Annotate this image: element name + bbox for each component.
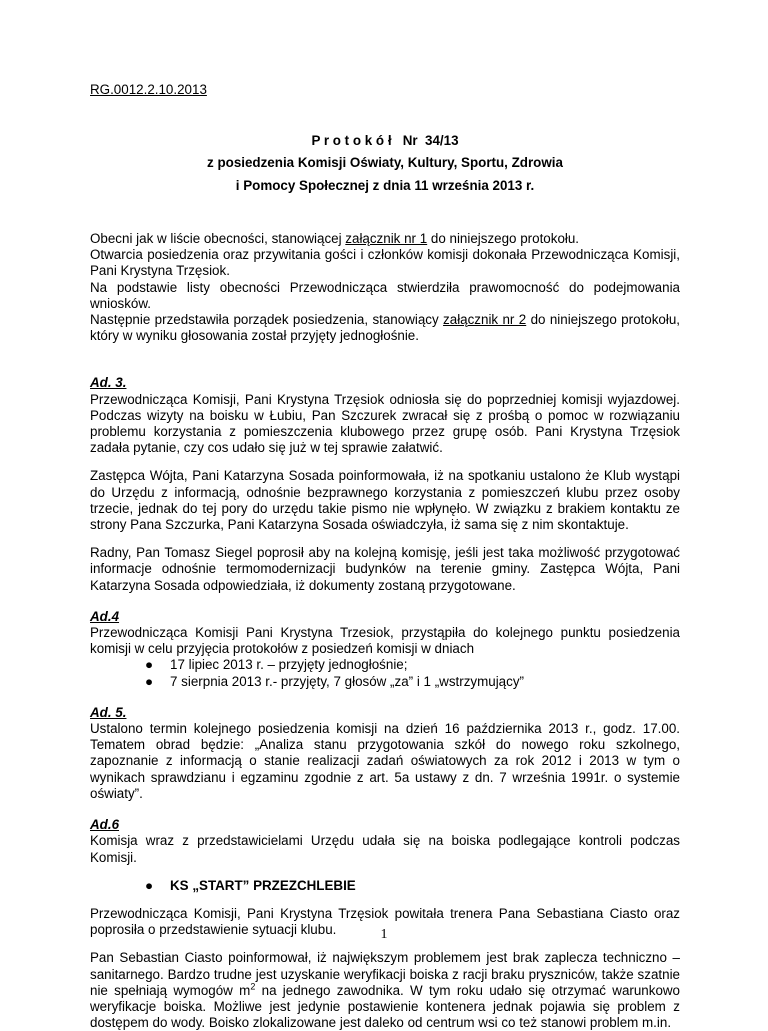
attachment-2-reference: załącznik nr 2: [443, 312, 527, 328]
document-body: [90, 231, 680, 1031]
ad3-paragraph-1: Przewodnicząca Komisji, Pani Krystyna Trzęsiok odniosła się do poprzedniej komisji wyjazdowej. Podczas wizyty na boisku w Łubiu, Pan Szczurek zwracał się z prośbą o pomoc w rozwiązaniu problemu korzystania z pomieszczenia klubowego przez grupę osób. Pani Krystyna Trzęsiok zadała pytanie, czy cos udało się już w tej sprawie załatwić.: [90, 391, 680, 456]
list-item-text: 7 sierpnia 2013 r.- przyjęty, 7 głosów „za” i 1 „wstrzymujący”: [170, 673, 524, 689]
superscript: 2: [250, 981, 256, 992]
attachment-1-reference: załącznik nr 1: [345, 231, 428, 246]
ad6-paragraph-1: Komisja wraz z przedstawicielami Urzędu udała się na boiska podlegające kontroli podczas Komisji.: [90, 833, 680, 865]
club-heading: [90, 878, 680, 894]
page-number: 1: [380, 927, 388, 942]
ad6-heading: Ad.6: [90, 817, 120, 833]
document-reference: RG.0012.2.10.2013: [90, 82, 207, 97]
ad5-heading: Ad. 5.: [90, 704, 127, 720]
ad3-paragraph-2: Zastępca Wójta, Pani Katarzyna Sosada poinformowała, iż na spotkaniu ustalono że Klub wystąpi do Urzędu z informacją, odnośnie bezprawnego korzystania z pomieszczeń klubu przez osoby trzecie, jednak do tej pory do urzędu takie pismo nie wpłynęło. W związku z brakiem kontaktu ze strony Pana Szczurka, Pani Katarzyna Sosada oświadczyła, iż sama się z nim skontaktuje.: [90, 468, 680, 533]
club-name: KS „START” PRZEZCHLEBIE: [170, 877, 356, 893]
document-subtitle-line1: z posiedzenia Komisji Oświaty, Kultury, Sportu, Zdrowia: [207, 155, 563, 170]
document-subtitle-line2: i Pomocy Społecznej z dnia 11 września 2013 r.: [235, 178, 535, 193]
list-item-text: 17 lipiec 2013 r. – przyjęty jednogłośnie;: [170, 657, 408, 673]
bullet-icon: ●: [145, 673, 154, 689]
attendance-paragraph: [90, 231, 680, 247]
list-item: [90, 657, 680, 673]
list-item: [90, 674, 680, 690]
agenda-paragraph: [90, 312, 680, 344]
ad4-paragraph: Przewodnicząca Komisji Pani Krystyna Trzesiok, przystąpiła do kolejnego punktu posiedzenia komisji w celu przyjęcia protokołów z posiedzeń komisji w dniach: [90, 625, 680, 657]
ad6-paragraph-3: [90, 950, 680, 1031]
ad6-paragraph-3-text: Pan Sebastian Ciasto poinformował, iż największym problemem jest brak zaplecza techniczno – sanitarnego. Bardzo trudne jest uzyskanie weryfikacji boiska z racji braku pryszniców, także szatnie nie spełniają wymogów m: [90, 950, 680, 998]
minutes-list: [90, 657, 680, 689]
bullet-icon: ●: [145, 877, 154, 893]
ad6-paragraph-3-text-end: na jednego zawodnika. W tym roku udało się otrzymać warunkowo weryfikacje boiska. Możliwe jest jedynie postawienie kontenera jednak pojawia się problem z dostępem do wody. Boisko zlokalizowane jest daleko od centrum wsi co też stanowi problem m.in.: [90, 982, 681, 1031]
attendance-text: Obecni jak w liście obecności, stanowiącej: [90, 231, 346, 246]
ad4-heading: Ad.4: [90, 608, 120, 624]
bullet-icon: ●: [145, 657, 154, 673]
opening-paragraph: Otwarcia posiedzenia oraz przywitania gości i członków komisji dokonała Przewodnicząca Komisji, Pani Krystyna Trzęsiok.: [90, 247, 680, 279]
ad6-paragraph-2: Przewodnicząca Komisji, Pani Krystyna Trzęsiok powitała trenera Pana Sebastiana Ciasto oraz poprosiła o przedstawienie sytuacji klubu.: [90, 905, 680, 938]
ad3-heading: Ad. 3.: [90, 375, 127, 391]
attendance-text-end: do niniejszego protokołu.: [427, 231, 580, 246]
ad3-paragraph-3: Radny, Pan Tomasz Siegel poprosił aby na kolejną komisję, jeśli jest taka możliwość przygotować informacje odnośnie termomodernizacji budynków na terenie gminy. Zastępca Wójta, Pani Katarzyna Sosada odpowiedziała, iż dokumenty zostaną przygotowane.: [90, 545, 680, 593]
ad5-paragraph: Ustalono termin kolejnego posiedzenia komisji na dzień 16 października 2013 r., godz. 17.00. Tematem obrad będzie: „Analiza stanu przygotowania szkół do nowego roku szkolnego, zapoznanie z informacją o stanie realizacji zadań oświatowych za rok 2012 i 2013 w tym o wynikach sprawdzianu i egzaminu zgodnie z art. 5a ustawy z dn. 7 września 1991r. o systemie oświaty”.: [90, 721, 680, 801]
quorum-paragraph: Na podstawie listy obecności Przewodnicząca stwierdziła prawomocność do podejmowania wniosków.: [90, 279, 680, 311]
document-title: P r o t o k ó ł Nr 34/13: [311, 133, 459, 148]
agenda-text: Następnie przedstawiła porządek posiedzenia, stanowiący: [90, 312, 444, 328]
agenda-text-end: do niniejszego protokołu, który w wyniku głosowania został przyjęty jednogłośnie.: [90, 312, 680, 344]
